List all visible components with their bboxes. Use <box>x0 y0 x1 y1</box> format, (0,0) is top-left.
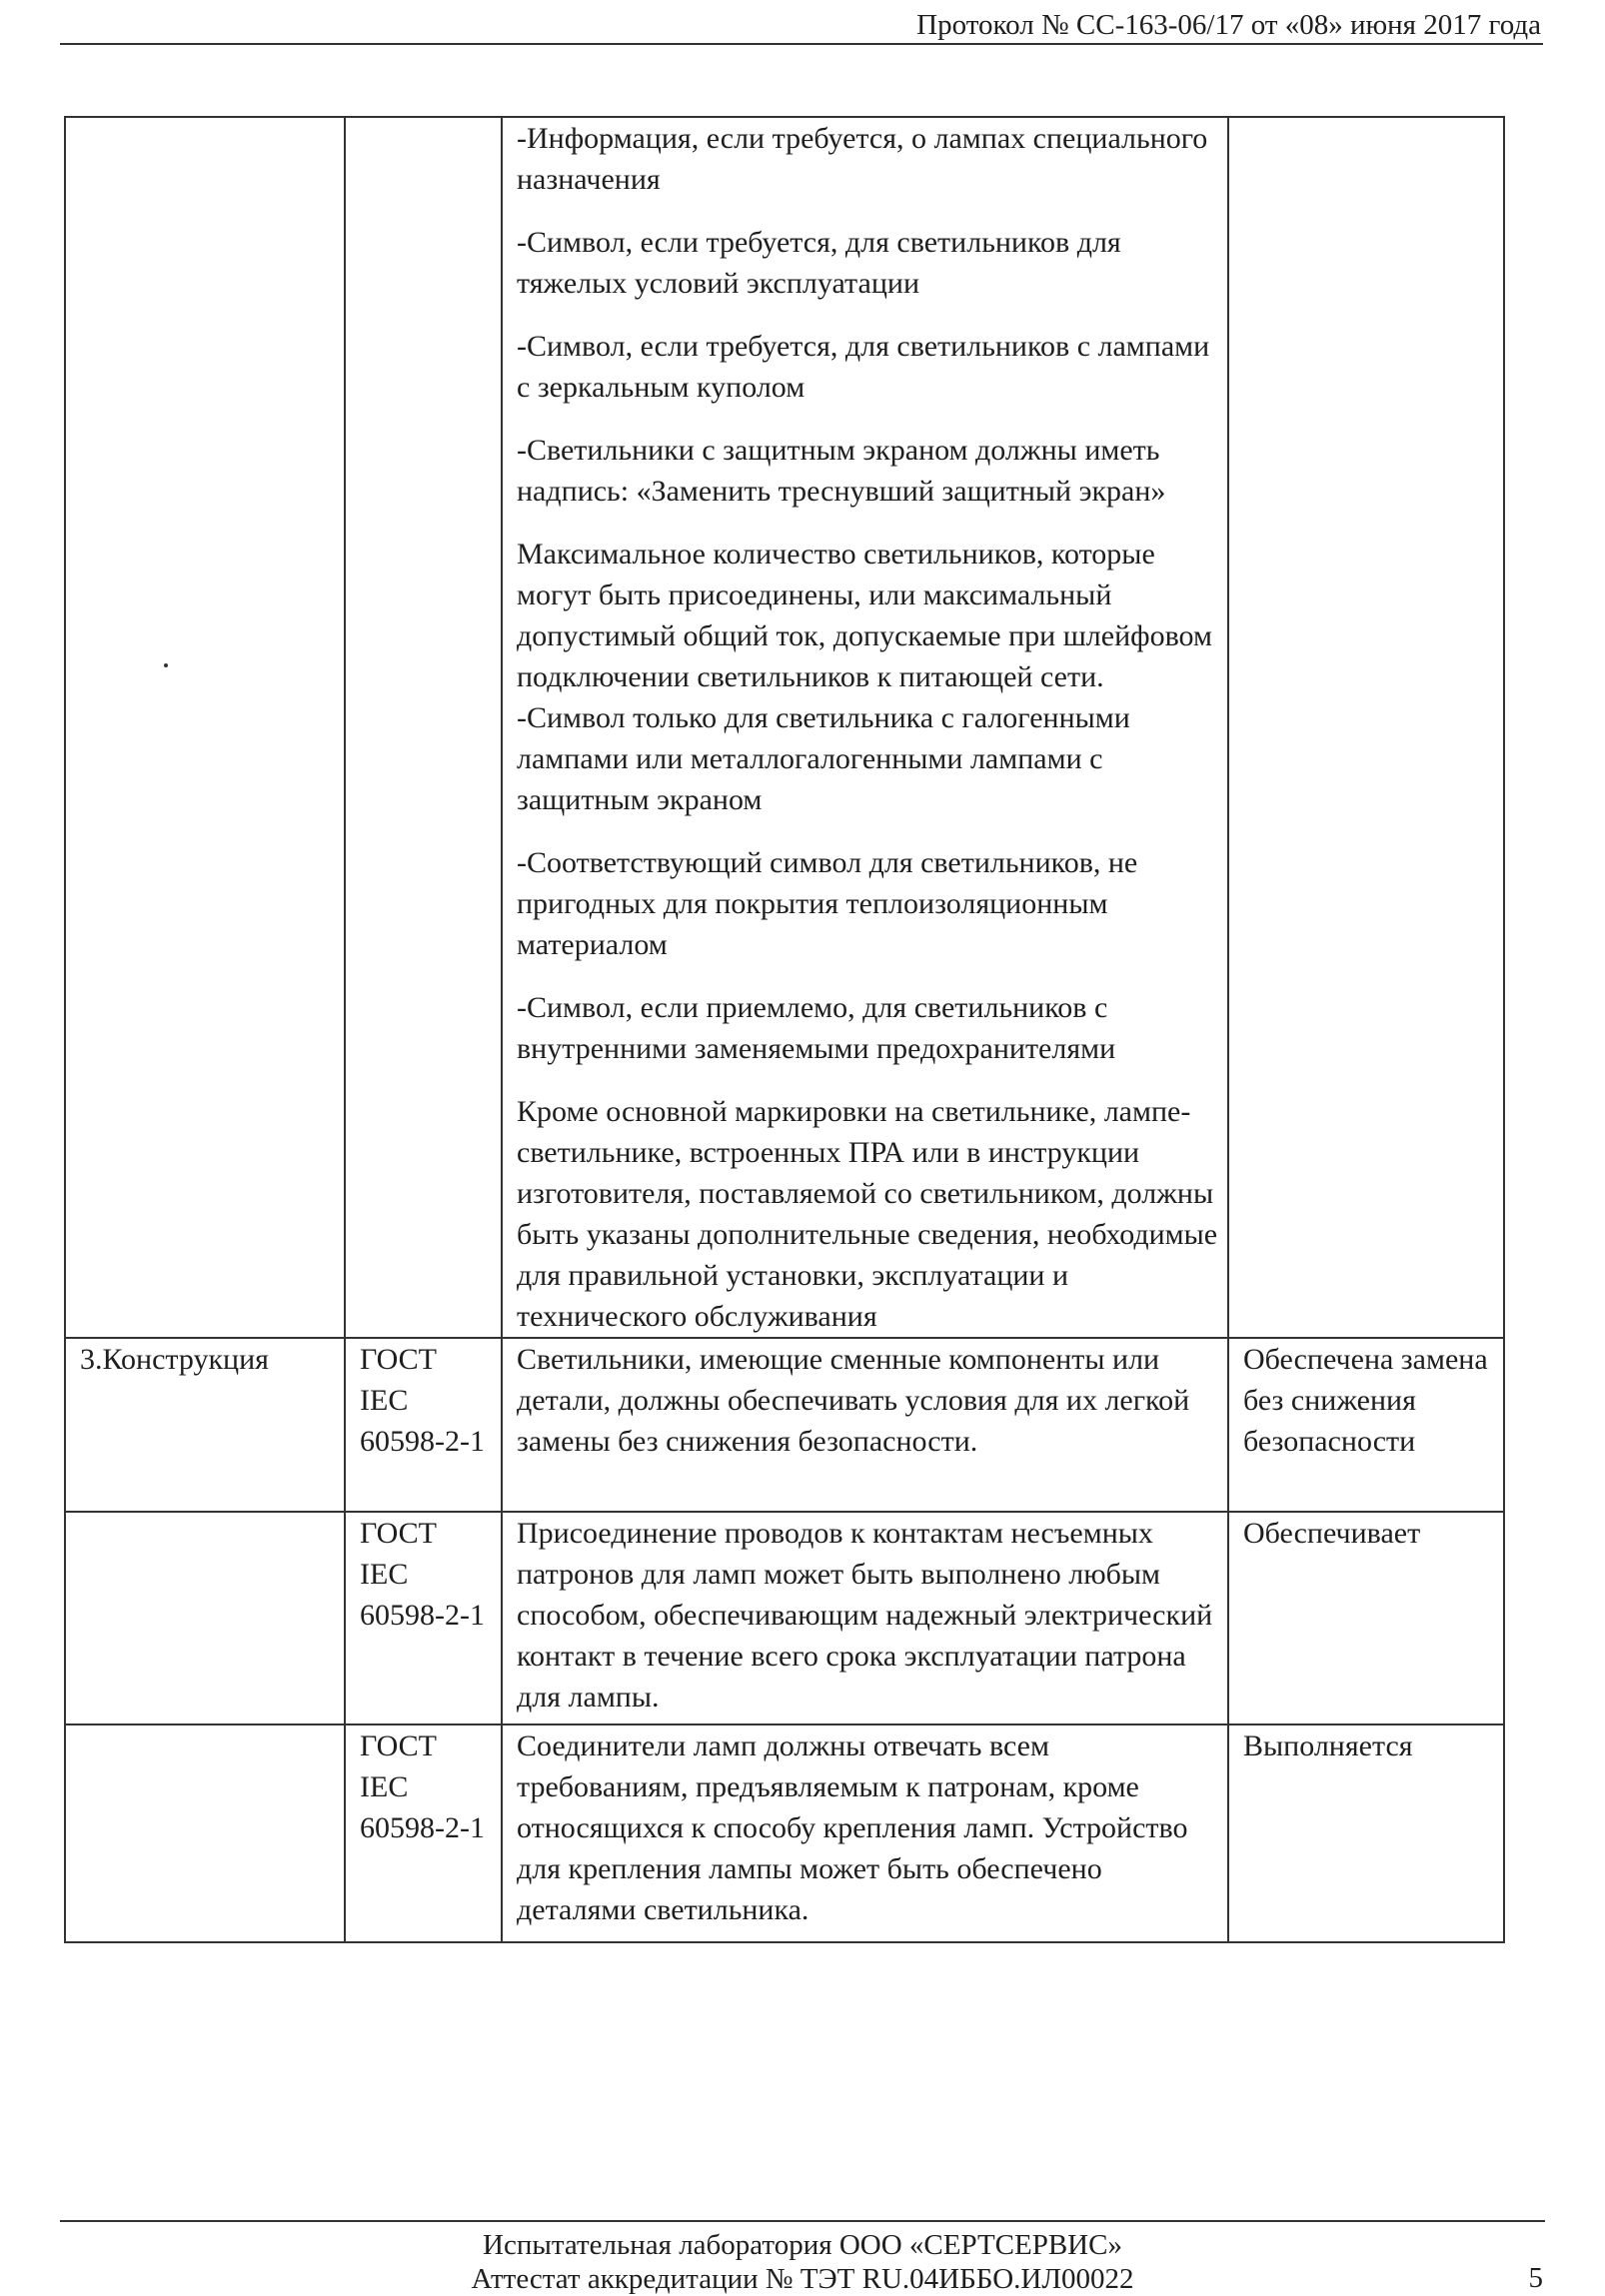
requirement-paragraph: -Светильники с защитным экраном должны иметь надпись: «Заменить треснувший защитный экран» <box>517 434 1166 508</box>
standard-line: 60598-2-1 <box>360 1811 485 1844</box>
requirement-paragraph: Максимальное количество светильников, которые могут быть присоединены, или максимальный допустимый общий ток, допускаемые при шлейфовом подключении светильников к питающей сети. <box>517 538 1212 693</box>
standard-line: IEC <box>360 1384 409 1417</box>
standard-cell <box>345 1338 502 1512</box>
requirement-cell: Соединители ламп должны отвечать всем требованиям, предъявляемым к патронам, кроме относящихся к способу крепления ламп. Устройство для крепления лампы может быть обеспечено деталями светильника. <box>502 1724 1228 1942</box>
result-cell: Обеспечена замена без снижения безопасности <box>1228 1338 1504 1512</box>
requirement-paragraph: -Символ только для светильника с галогенными лампами или металлогалогенными лампами с защитным экраном <box>517 701 1130 816</box>
section-cell <box>65 1724 345 1942</box>
requirement-cell: Светильники, имеющие сменные компоненты или детали, должны обеспечивать условия для их легкой замены без снижения безопасности. <box>502 1338 1228 1512</box>
requirement-paragraph: Кроме основной маркировки на светильнике, лампе-светильнике, встроенных ПРА или в инструкции изготовителя, поставляемой со светильником, должны быть указаны дополнительные сведения, необходимые для правильной установки, эксплуатации и технического обслуживания <box>517 1095 1218 1333</box>
requirement-paragraph: -Соответствующий символ для светильников, не пригодных для покрытия теплоизоляционным материалом <box>517 846 1138 961</box>
page-number: 5 <box>1528 2262 1543 2294</box>
header-divider <box>60 43 1543 45</box>
standard-cell <box>345 1724 502 1942</box>
section-cell <box>65 117 345 1338</box>
result-cell: Выполняется <box>1228 1724 1504 1942</box>
requirement-cell <box>502 117 1228 1338</box>
table-row <box>65 1512 1504 1724</box>
accreditation-number: Аттестат аккредитации № ТЭТ RU.04ИББО.ИЛ00022 <box>471 2263 1134 2295</box>
table-row <box>65 117 1504 1338</box>
standard-line: ГОСТ <box>360 1343 437 1376</box>
standard-cell <box>345 117 502 1338</box>
standard-line: 60598-2-1 <box>360 1599 485 1632</box>
requirement-paragraph: -Символ, если требуется, для светильников с лампами с зеркальным куполом <box>517 330 1210 404</box>
requirement-paragraph: -Символ, если приемлемо, для светильников с внутренними заменяемыми предохранителями <box>517 991 1116 1065</box>
section-cell: 3.Конструкция <box>65 1338 345 1512</box>
standard-line: ГОСТ <box>360 1517 437 1550</box>
protocol-header: Протокол № СС-163-06/17 от «08» июня 2017 года <box>916 9 1541 41</box>
requirement-paragraph: -Информация, если требуется, о лампах специального назначения <box>517 122 1208 196</box>
standard-line: IEC <box>360 1558 409 1591</box>
requirement-paragraph: -Символ, если требуется, для светильников для тяжелых условий эксплуатации <box>517 226 1121 300</box>
lab-name: Испытательная лаборатория ООО «СЕРТСЕРВИС» <box>483 2229 1122 2261</box>
standard-line: IEC <box>360 1770 409 1803</box>
footer-divider <box>60 2220 1545 2222</box>
section-cell <box>65 1512 345 1724</box>
result-cell: Обеспечивает <box>1228 1512 1504 1724</box>
standard-line: 60598-2-1 <box>360 1425 485 1458</box>
requirement-cell: Присоединение проводов к контактам несъемных патронов для ламп может быть выполнено любым способом, обеспечивающим надежный электрический контакт в течение всего срока эксплуатации патрона для лампы. <box>502 1512 1228 1724</box>
standard-cell <box>345 1512 502 1724</box>
table-row <box>65 1338 1504 1512</box>
table-row <box>65 1724 1504 1942</box>
result-cell <box>1228 117 1504 1338</box>
requirements-table <box>64 116 1505 1943</box>
standard-line: ГОСТ <box>360 1729 437 1762</box>
